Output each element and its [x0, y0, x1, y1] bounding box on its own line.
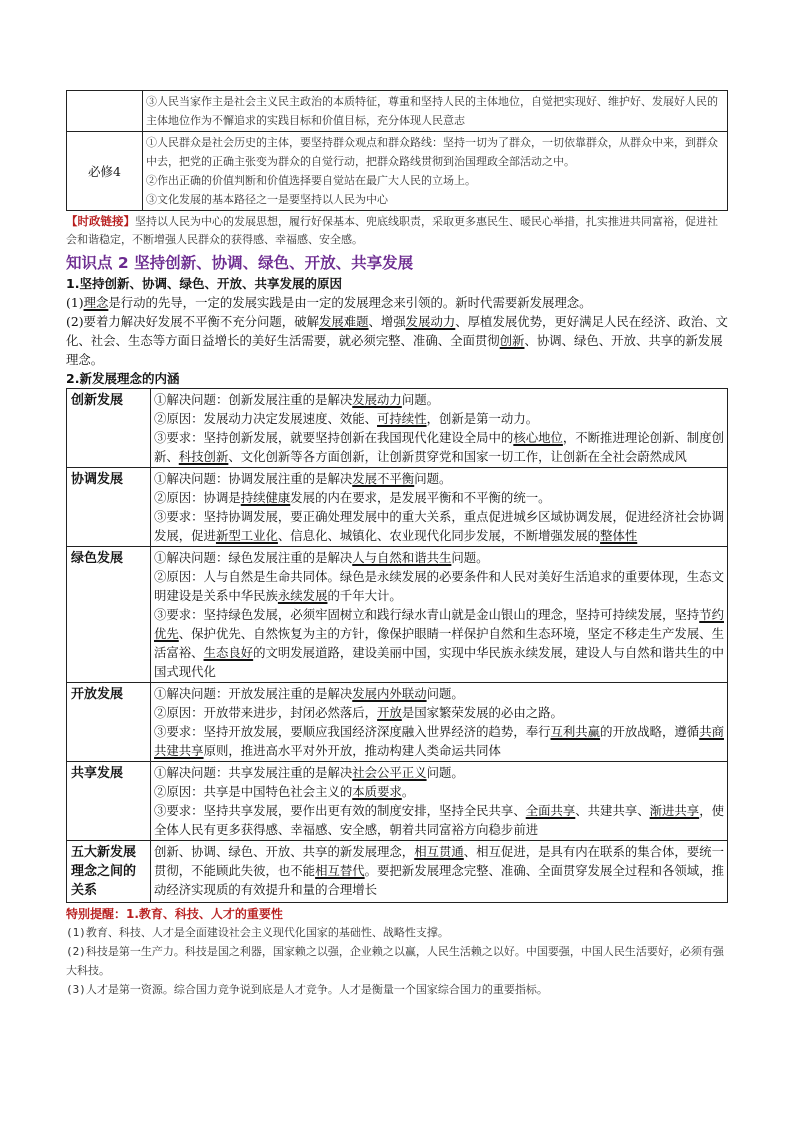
- special-reminder-heading: 特别提醒：1.教育、科技、人才的重要性: [66, 907, 283, 921]
- cell-line: ①人民群众是社会历史的主体，要坚持群众观点和群众路线：坚持一切为了群众，一切依靠群众，从群众中来，到群众中去，把党的正确主张变为群众的自觉行动，把群众路线贯彻到治国理政全部活动之中。: [146, 136, 718, 168]
- link-text: 坚持以人民为中心的发展思想，履行好保基本、兜底线职责，采取更多惠民生、暖民心举措，扎实推进共同富裕，促进社会和谐稳定，不断增强人民群众的获得感、幸福感、安全感。: [66, 215, 718, 246]
- row-label: 五大新发展理念之间的关系: [67, 841, 151, 903]
- table-cell: [143, 132, 728, 211]
- table-row: [67, 683, 728, 762]
- subheading-reasons: 1.坚持创新、协调、绿色、开放、共享发展的原因: [66, 276, 342, 291]
- table-cell: ①解决问题：创新发展注重的是解决发展动力问题。 ②原因：发展动力决定发展速度、效能、可持续性，创新是第一动力。 ③要求：坚持创新发展，就要坚持创新在我国现代化建设全局中的核心地位，不断推进理论创新、制度创新、科技创新、文化创新等各方面创新，让创新贯穿党和国家一切工作，让创新在全社会蔚然成风: [151, 389, 728, 468]
- reminder-line: (3)人才是第一资源。综合国力竞争说到底是人才竞争。人才是衡量一个国家综合国力的重要指标。: [66, 983, 548, 996]
- row-label: 绿色发展: [67, 547, 151, 683]
- table-row: [67, 389, 728, 468]
- table-row: [67, 547, 728, 683]
- row-label: 共享发展: [67, 762, 151, 841]
- table-row: [67, 91, 728, 132]
- table-row: [67, 841, 728, 903]
- link-tag: 【时政链接】: [66, 214, 135, 228]
- table-cell: ①解决问题：开放发展注重的是解决发展内外联动问题。 ②原因：开放带来进步，封闭必然落后，开放是国家繁荣发展的必由之路。 ③要求：坚持开放发展，要顺应我国经济深度融入世界经济的趋势，奉行互利共赢的开放战略，遵循共商共建共享原则，推进高水平对外开放，推动构建人类命运共同体: [151, 683, 728, 762]
- row-label: 开放发展: [67, 683, 151, 762]
- table-row: [67, 762, 728, 841]
- table-cell: ①解决问题：绿色发展注重的是解决人与自然和谐共生问题。 ②原因：人与自然是生命共同体。绿色是永续发展的必要条件和人民对美好生活追求的重要体现，生态文明建设是关系中华民族永续发展的千年大计。 ③要求：坚持绿色发展，必须牢固树立和践行绿水青山就是金山银山的理念，坚持可持续发展，坚持节约优先、保护优先、自然恢复为主的方针，像保护眼睛一样保护自然和生态环境，坚定不移走生产发展、生活富裕、生态良好的文明发展道路，建设美丽中国，实现中华民族永续发展，建设人与自然和谐共生的中国式现代化: [151, 547, 728, 683]
- cell-line: ③文化发展的基本路径之一是要坚持以人民为中心: [146, 193, 388, 206]
- reminder-line: (1)教育、科技、人才是全面建设社会主义现代化国家的基础性、战略性支撑。: [66, 926, 449, 939]
- section-title: 知识点 2 坚持创新、协调、绿色、开放、共享发展: [66, 254, 414, 272]
- compulsory-course-table: [66, 90, 728, 211]
- table-row: [67, 468, 728, 547]
- table-cell: 创新、协调、绿色、开放、共享的新发展理念，相互贯通、相互促进，是具有内在联系的集合体，要统一贯彻，不能顾此失彼，也不能相互替代。要把新发展理念完整、准确、全面贯穿发展全过程和各领域，推动经济实现质的有效提升和量的合理增长: [151, 841, 728, 903]
- table-row: [67, 132, 728, 211]
- cell-line: ②作出正确的价值判断和价值选择要自觉站在最广大人民的立场上。: [146, 174, 476, 187]
- table-cell: ①解决问题：协调发展注重的是解决发展不平衡问题。 ②原因：协调是持续健康发展的内在要求，是发展平衡和不平衡的统一。 ③要求：坚持协调发展，要正确处理发展中的重大关系，重点促进城乡区域协调发展，促进经济社会协调发展，促进新型工业化、信息化、城镇化、农业现代化同步发展，不断增强发展的整体性: [151, 468, 728, 547]
- document-page: [66, 90, 728, 999]
- new-development-concept-table: [66, 388, 728, 903]
- row-label: 创新发展: [67, 389, 151, 468]
- subheading-connotation: 2.新发展理念的内涵: [66, 371, 180, 386]
- table-cell: ①解决问题：共享发展注重的是解决社会公平正义问题。 ②原因：共享是中国特色社会主义的本质要求。 ③要求：坚持共享发展，要作出更有效的制度安排，坚持全民共享、全面共享、共建共享、渐进共享，使全体人民有更多获得感、幸福感、安全感，朝着共同富裕方向稳步前进: [151, 762, 728, 841]
- row-label: 必修4: [67, 132, 143, 211]
- current-affairs-link: [66, 212, 728, 249]
- reason-1: (1)理念是行动的先导，一定的发展实践是由一定的发展理念来引领的。新时代需要新发展理念。: [66, 295, 592, 310]
- row-label: 协调发展: [67, 468, 151, 547]
- table-cell: ③人民当家作主是社会主义民主政治的本质特征，尊重和坚持人民的主体地位，自觉把实现好、维护好、发展好人民的主体地位作为不懈追求的实践目标和价值目标，充分体现人民意志: [143, 91, 728, 132]
- reminder-line: (2)科技是第一生产力。科技是国之利器，国家赖之以强，企业赖之以赢，人民生活赖之以好。中国要强，中国人民生活要好，必须有强大科技。: [66, 945, 724, 977]
- reason-2: (2)要着力解决好发展不平衡不充分问题，破解发展难题、增强发展动力、厚植发展优势，更好满足人民在经济、政治、文化、社会、生态等方面日益增长的美好生活需要，就必须完整、准确、全面贯彻创新、协调、绿色、开放、共享的新发展理念。: [66, 314, 728, 367]
